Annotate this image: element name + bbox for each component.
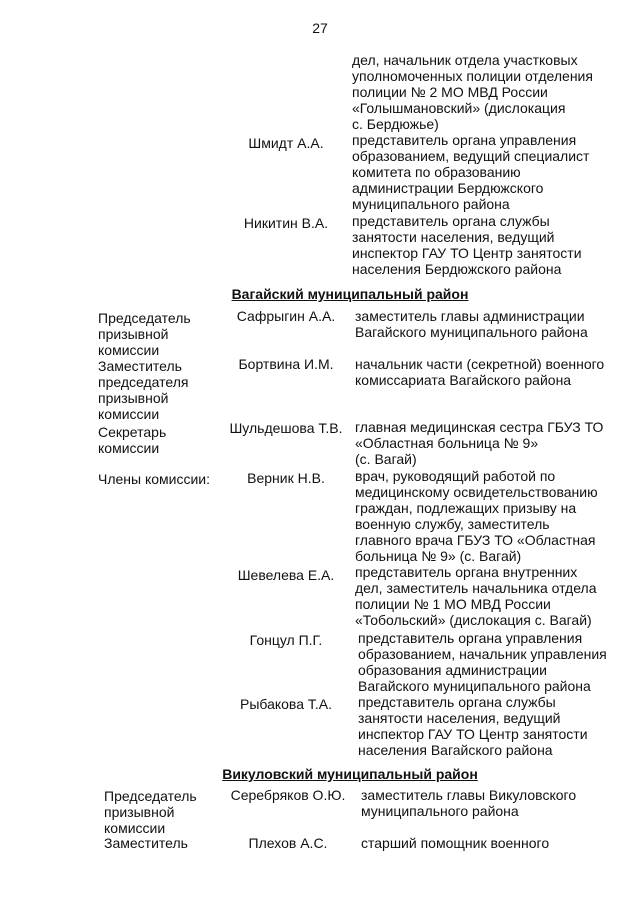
member-description-line: образованием, начальник управления — [358, 646, 607, 662]
member-description-line: старший помощник военного — [361, 835, 550, 851]
member-description-line: представитель органа внутренних — [355, 564, 578, 580]
member-description-line: заместитель главы Викуловского — [361, 787, 577, 803]
role-label-line: призывной — [98, 390, 169, 406]
member-name: Сафрыгин А.А. — [236, 308, 336, 324]
member-description-line: образования администрации — [358, 662, 547, 678]
role-label-line: председателя — [98, 374, 189, 390]
member-name: Шмидт А.А. — [248, 135, 324, 151]
member-description-line: представитель органа службы — [352, 213, 550, 229]
member-description-line: представитель органа службы — [358, 694, 556, 710]
role-label-line: Председатель — [98, 310, 191, 326]
member-description-line: представитель органа управления — [352, 132, 577, 148]
member-name: Рыбакова Т.А. — [239, 696, 333, 712]
member-description-line: Вагайского муниципального района — [358, 678, 591, 694]
member-name: Серебряков О.Ю. — [230, 787, 346, 803]
member-description-line: представитель органа управления — [358, 630, 583, 646]
member-description-line: инспектор ГАУ ТО Центр занятости — [352, 245, 582, 261]
member-description-line: врач, руководящий работой по — [355, 468, 556, 484]
member-description-line: комиссариата Вагайского района — [355, 372, 572, 388]
role-label-line: комиссии — [98, 440, 160, 456]
member-description-line: военную службу, заместитель — [355, 516, 550, 532]
member-name: Никитин В.А. — [243, 215, 329, 231]
member-description-line: дел, заместитель начальника отдела — [355, 580, 597, 596]
member-description-line: занятости населения, ведущий — [352, 229, 555, 245]
role-label-line: Председатель — [104, 788, 197, 804]
role-label-line: призывной — [104, 804, 175, 820]
role-label-line: комиссии — [104, 820, 166, 836]
member-description-line: полиции № 1 МО МВД России — [355, 596, 551, 612]
member-name: Гонцул П.Г. — [249, 632, 323, 648]
member-description-line: главного врача ГБУЗ ТО «Областная — [355, 532, 596, 548]
member-name: Плехов А.С. — [248, 835, 328, 851]
member-description-line: «Областная больница № 9» — [355, 435, 539, 451]
member-description-line: медицинскому освидетельствованию — [355, 484, 598, 500]
member-description-line: занятости населения, ведущий — [358, 710, 561, 726]
member-description-line: (с. Вагай) — [355, 451, 417, 467]
member-description-line: больница № 9» (с. Вагай) — [355, 548, 522, 564]
member-description-line: комитета по образованию — [352, 164, 521, 180]
role-label-line: Секретарь — [98, 424, 167, 440]
member-description-line: полиции № 2 МО МВД России — [352, 84, 548, 100]
role-label-line: комиссии — [98, 406, 160, 422]
role-label-line: призывной — [98, 326, 169, 342]
member-description-line: граждан, подлежащих призыву на — [355, 500, 577, 516]
member-description-line: населения Вагайского района — [358, 742, 553, 758]
member-name: Шевелева Е.А. — [237, 567, 335, 583]
role-label-line: Заместитель — [98, 358, 182, 374]
section-heading: Викуловский муниципальный район — [222, 766, 478, 782]
member-description-line: «Голышмановский» (дислокация — [352, 100, 566, 116]
member-description-line: «Тобольский» (дислокация с. Вагай) — [355, 612, 592, 628]
member-description-line: главная медицинская сестра ГБУЗ ТО — [355, 419, 604, 435]
member-description-line: администрации Бердюжского — [352, 180, 544, 196]
member-name: Верник Н.В. — [247, 470, 325, 486]
member-name: Шульдешова Т.В. — [229, 420, 343, 436]
role-label-line: Члены комиссии: — [98, 471, 211, 487]
member-description-line: муниципального района — [352, 196, 510, 212]
member-description-line: заместитель главы администрации — [355, 308, 585, 324]
member-description-line: населения Бердюжского района — [352, 261, 562, 277]
member-description-line: с. Бердюжье) — [352, 116, 439, 132]
member-name: Бортвина И.М. — [238, 356, 334, 372]
role-label-line: комиссии — [98, 342, 160, 358]
member-description-line: Вагайского муниципального района — [355, 324, 588, 340]
member-description-line: образованием, ведущий специалист — [352, 148, 590, 164]
page-number: 27 — [312, 20, 328, 36]
member-description-line: дел, начальник отдела участковых — [352, 52, 578, 68]
member-description-line: уполномоченных полиции отделения — [352, 68, 593, 84]
section-heading: Вагайский муниципальный район — [231, 286, 469, 302]
member-description-line: начальник части (секретной) военного — [355, 356, 605, 372]
member-description-line: инспектор ГАУ ТО Центр занятости — [358, 726, 588, 742]
role-label-line: Заместитель — [104, 835, 188, 851]
member-description-line: муниципального района — [361, 803, 519, 819]
